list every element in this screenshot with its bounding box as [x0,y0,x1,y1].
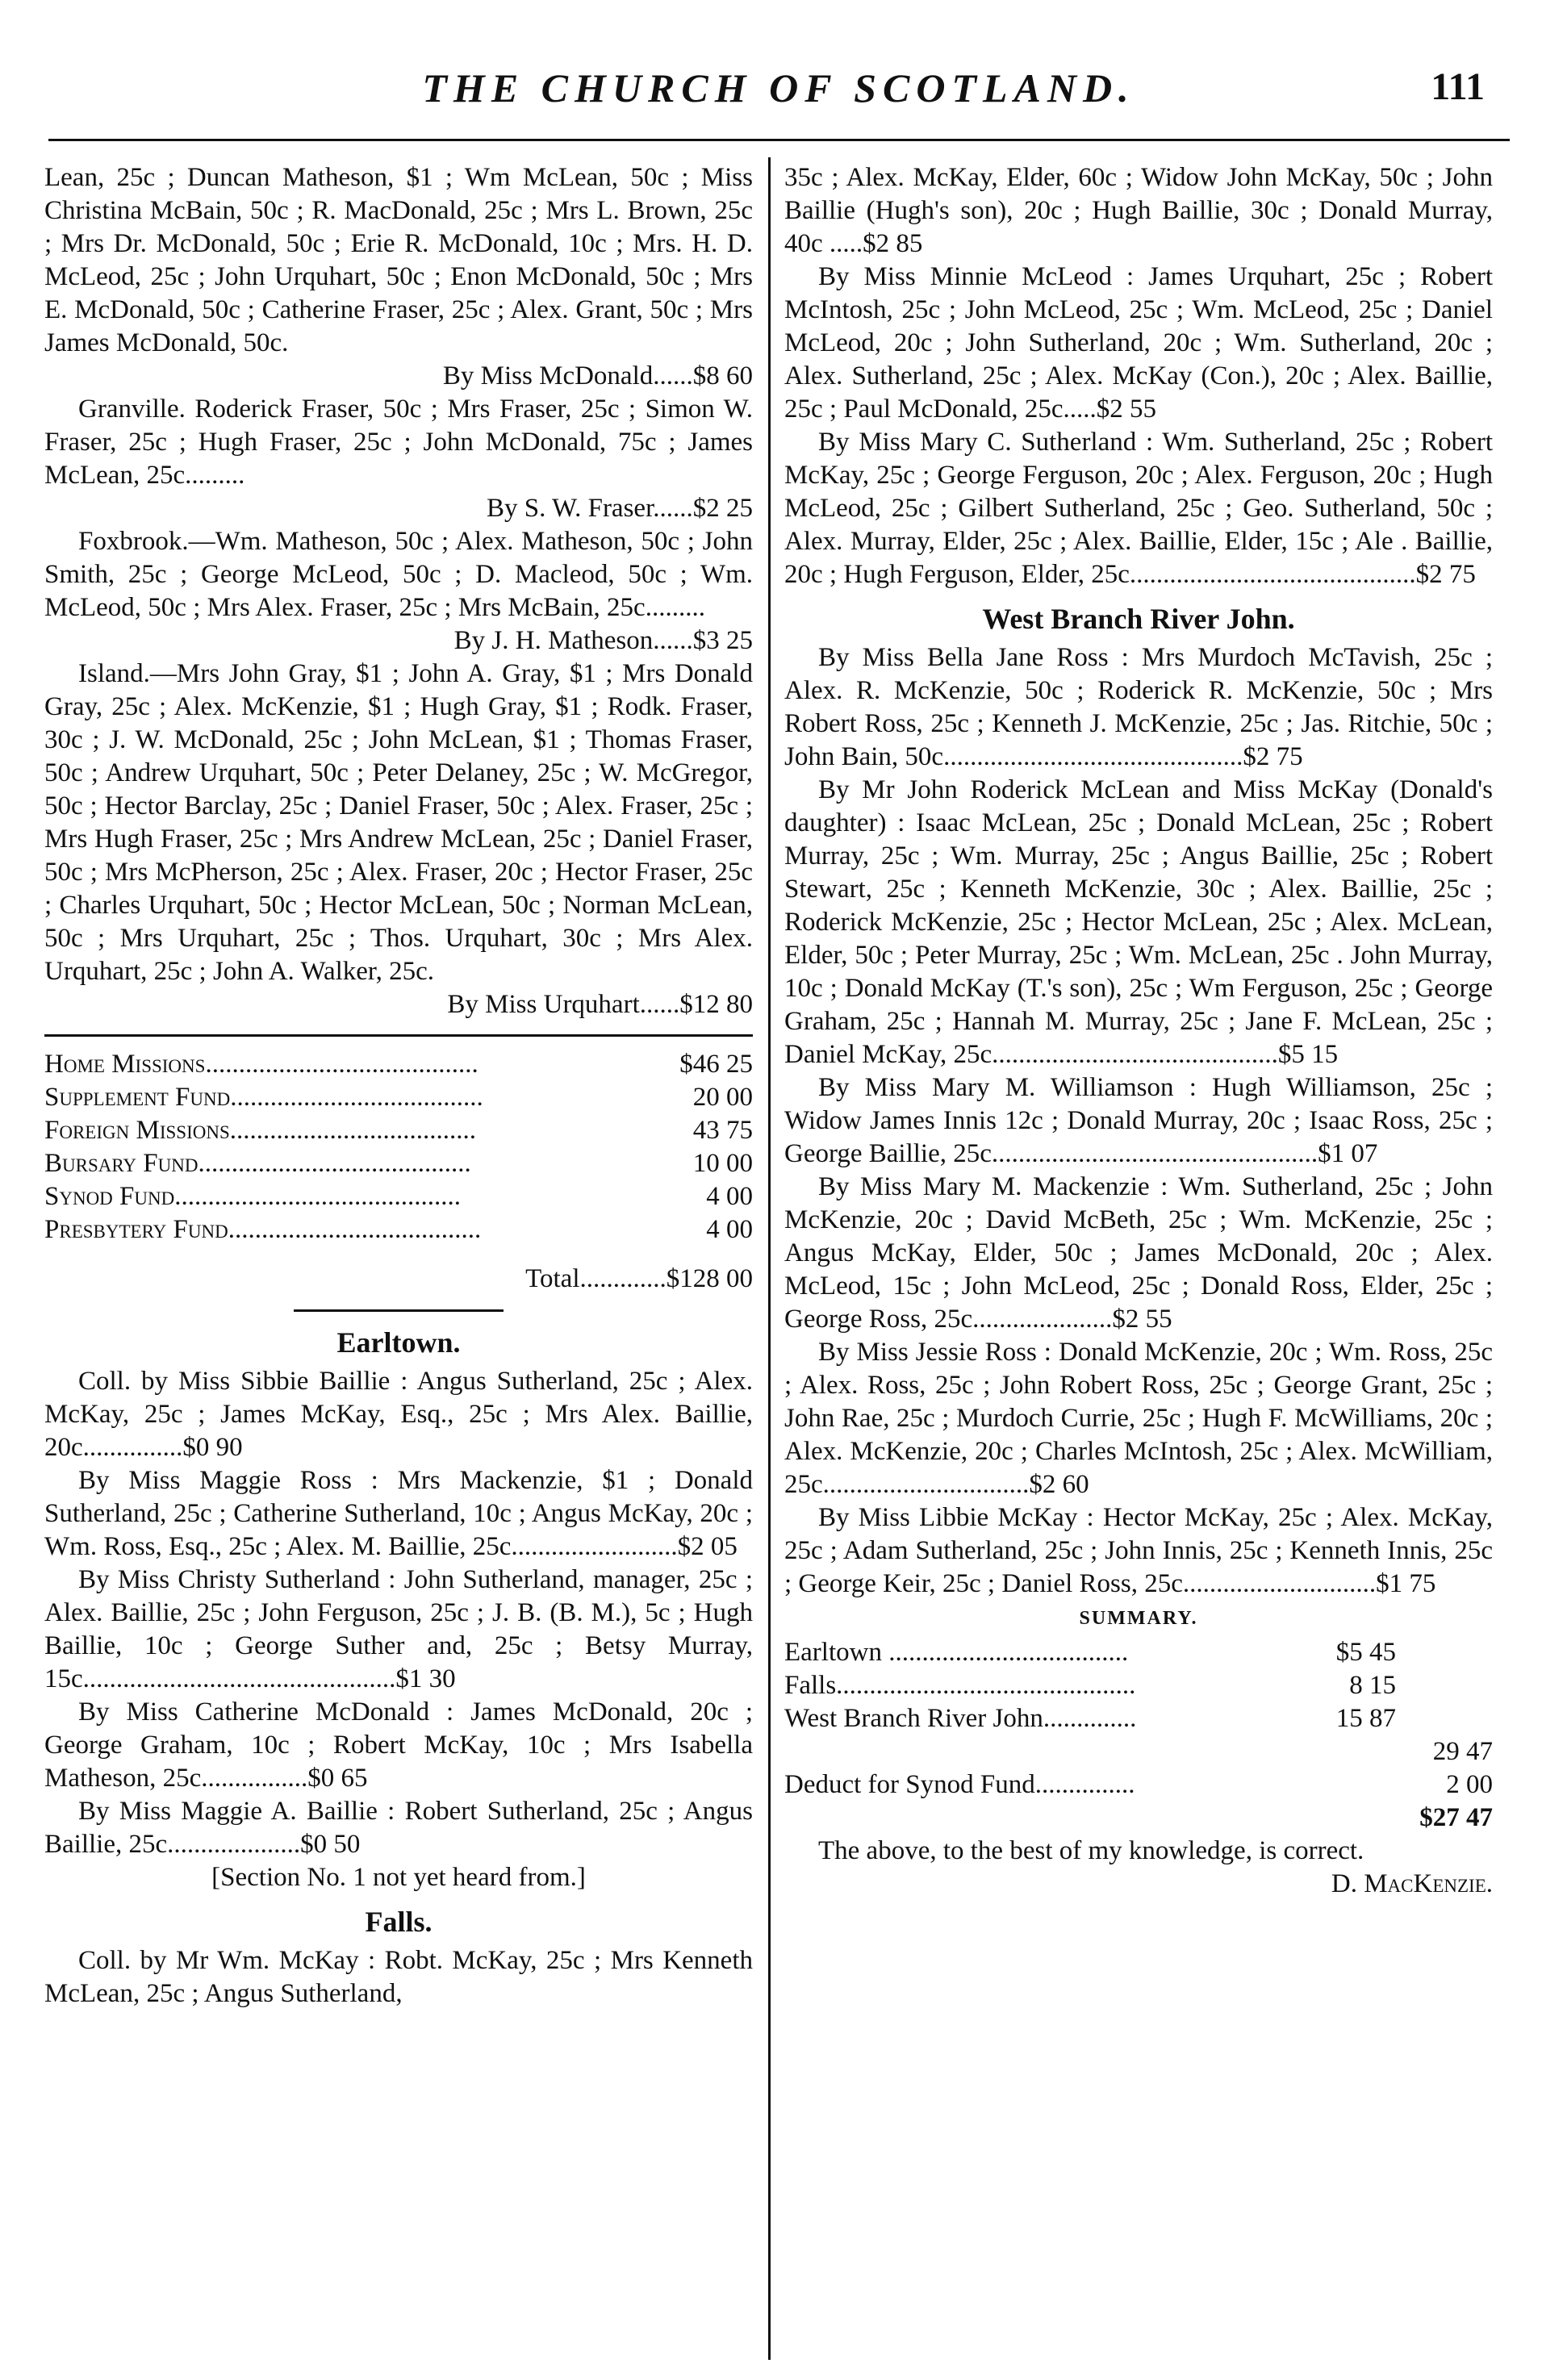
summary-label: Earltown .................................... [784,1638,1129,1667]
collector-line: By Miss Urquhart......$12 80 [447,990,753,1019]
entry-paragraph: By Miss Minnie McLeod : James Urquhart, 25c ; Robert McIntosh, 25c ; John McLeod, 25c ; Wm. McLeod, 25c ; Daniel McLeod, 20c ; John Sutherland, 20c ; Wm. Sutherland, 20c ; Alex. Sutherland, 25c ; Alex. McKay (Con.), 20c ; Alex. Baillie, 25c ; Paul McDonald, 25c.....$2 55 [784,262,1493,424]
left-column [44,161,753,2010]
entry-paragraph: Coll. by Mr Wm. McKay : Robt. McKay, 25c ; Mrs Kenneth McLean, 25c ; Angus Sutherland, [44,1946,753,2008]
section-heading-earltown: Earltown. [336,1326,461,1359]
fund-label: Synod Fund........................................... [44,1182,461,1211]
entry-paragraph: Granville. Roderick Fraser, 50c ; Mrs Fraser, 25c ; Simon W. Fraser, 25c ; Hugh Fraser, 25c ; John McDonald, 75c ; James McLean, 25c......... [44,395,753,490]
fund-label: Presbytery Fund...................................... [44,1215,482,1244]
entry-paragraph: By Miss Mary C. Sutherland : Wm. Sutherland, 25c ; Robert McKay, 25c ; George Ferguson, 20c ; Alex. Ferguson, 20c ; Hugh McLeod, 25c ; Gilbert Sutherland, 25c ; Geo. Sutherland, 50c ; Alex. Murray, Elder, 25c ; Alex. Baillie, Elder, 15c ; Ale . Baillie, 20c ; Hugh Ferguson, Elder, 25c...........................................$2 75 [784,428,1493,589]
entry-paragraph: By Miss Maggie Ross : Mrs Mackenzie, $1 ; Donald Sutherland, 25c ; Catherine Sutherland, 10c ; Angus McKay, 20c ; Wm. Ross, Esq., 25c ; Alex. M. Baillie, 25c.........................$2 05 [44,1466,753,1561]
fund-line [44,1213,753,1246]
signature: D. MacKenzie. [1331,1869,1493,1898]
summary-row [784,1669,1493,1702]
fund-label: Bursary Fund......................................... [44,1149,471,1178]
fund-label: Foreign Missions..................................... [44,1116,476,1145]
entry-paragraph: By Miss Catherine McDonald : James McDonald, 20c ; George Graham, 10c ; Robert McKay, 10c ; Mrs Isabella Matheson, 25c................$0 65 [44,1697,753,1793]
summary-row [784,1735,1493,1768]
page-number: 111 [1431,65,1485,108]
section-note: [Section No. 1 not yet heard from.] [211,1863,586,1892]
entry-paragraph: By Miss Jessie Ross : Donald McKenzie, 20c ; Wm. Ross, 25c ; Alex. Ross, 25c ; John Robert Ross, 25c ; George Grant, 25c ; John Rae, 25c ; Murdoch Currie, 25c ; Hugh F. McWilliams, 20c ; Alex. McKenzie, 20c ; Charles McIntosh, 25c ; Alex. McWilliam, 25c...............................$2 60 [784,1338,1493,1499]
section-rule [44,1034,753,1037]
summary-heading: SUMMARY. [1079,1608,1198,1629]
summary-subtotal: 29 47 [1432,1737,1493,1766]
summary-subtotal [1396,1636,1493,1669]
section-heading-west-branch: West Branch River John. [982,603,1295,635]
summary-row [784,1702,1493,1735]
entry-paragraph: By Miss Bella Jane Ross : Mrs Murdoch McTavish, 25c ; Alex. R. McKenzie, 50c ; Roderick R. McKenzie, 50c ; Mrs Robert Ross, 25c ; Kenneth J. McKenzie, 25c ; Jas. Ritchie, 50c ; John Bain, 50c.............................................$2 75 [784,643,1493,771]
summary-row [784,1636,1493,1669]
summary-subtotal [1396,1669,1493,1702]
summary-row [784,1802,1493,1835]
page-title: THE CHURCH OF SCOTLAND. [422,65,1135,111]
collector-line: By S. W. Fraser......$2 25 [486,494,753,523]
summary-label [784,1735,1259,1768]
summary-row [784,1768,1493,1802]
funds-total: Total.............$128 00 [525,1264,753,1293]
fund-line [44,1081,753,1114]
entry-paragraph: By Mr John Roderick McLean and Miss McKay (Donald's daughter) : Isaac McLean, 25c ; Donald McLean, 25c ; Robert Murray, 25c ; Wm. Murray, 25c ; Angus Baillie, 25c ; Robert Stewart, 25c ; Kenneth McKenzie, 30c ; Alex. Baillie, 25c ; Roderick McKenzie, 25c ; Hector McLean, 25c ; Alex. McLean, Elder, 50c ; Peter Murray, 25c ; Wm. McLean, 25c . John Murray, 10c ; Donald McKay (T.'s son), 25c ; Wm Ferguson, 25c ; George Graham, 25c ; Hannah M. Murray, 25c ; Jane F. McLean, 25c ; Daniel McKay, 25c...........................................$5 15 [784,775,1493,1069]
collector-line: By J. H. Matheson......$3 25 [453,626,753,655]
fund-line [44,1180,753,1213]
summary-value [1259,1735,1396,1768]
fund-line [44,1147,753,1180]
header-rule [48,139,1510,141]
section-heading-falls: Falls. [365,1906,433,1938]
entry-paragraph: Lean, 25c ; Duncan Matheson, $1 ; Wm McLean, 50c ; Miss Christina McBain, 50c ; R. MacDonald, 25c ; Mrs L. Brown, 25c ; Mrs Dr. McDonald, 50c ; Erie R. McDonald, 10c ; Mrs. H. D. McLeod, 25c ; John Urquhart, 50c ; Enon McDonald, 50c ; Mrs E. McDonald, 50c ; Catherine Fraser, 25c ; Alex. Grant, 50c ; Mrs James McDonald, 50c. [44,163,753,357]
summary-label: Falls............................................. [784,1671,1136,1700]
fund-value: $46 25 [679,1050,753,1079]
section-rule [294,1309,504,1312]
summary-subtotal [1396,1702,1493,1735]
summary-value: $5 45 [1335,1638,1396,1667]
summary-grand-total: $27 47 [1419,1803,1493,1832]
fund-value: 43 75 [692,1116,753,1145]
fund-label: Home Missions......................................... [44,1050,478,1079]
fund-line [44,1048,753,1081]
fund-value: 20 00 [692,1083,753,1112]
fund-value: 4 00 [706,1215,753,1244]
entry-paragraph: By Miss Mary M. Mackenzie : Wm. Sutherland, 25c ; John McKenzie, 20c ; David McBeth, 25c ; Wm. McKenzie, 25c ; Angus McKay, Elder, 50c ; James McDonald, 20c ; Alex. McLeod, 15c ; John McLeod, 25c ; Donald Ross, Elder, 25c ; George Ross, 25c.....................$2 55 [784,1172,1493,1334]
summary-subtotal: 2 00 [1446,1770,1493,1799]
fund-line [44,1114,753,1147]
entry-paragraph: By Miss Maggie A. Baillie : Robert Sutherland, 25c ; Angus Baillie, 25c....................$0 50 [44,1797,753,1859]
summary-label [784,1802,1259,1835]
summary-value [1259,1802,1396,1835]
column-divider [768,157,771,2360]
fund-value: 10 00 [692,1149,753,1178]
summary-value [1259,1768,1396,1802]
summary-label: Deduct for Synod Fund............... [784,1770,1135,1799]
summary-value: 8 15 [1349,1671,1396,1700]
entry-paragraph: Foxbrook.—Wm. Matheson, 50c ; Alex. Matheson, 50c ; John Smith, 25c ; George McLeod, 50c ; D. Macleod, 50c ; Wm. McLeod, 50c ; Mrs Alex. Fraser, 25c ; Mrs McBain, 25c......... [44,527,753,622]
fund-value: 4 00 [706,1182,753,1211]
entry-paragraph: Island.—Mrs John Gray, $1 ; John A. Gray, $1 ; Mrs Donald Gray, 25c ; Alex. McKenzie, $1 ; Hugh Gray, $1 ; Rodk. Fraser, 30c ; J. W. McDonald, 25c ; John McLean, $1 ; Thomas Fraser, 50c ; Andrew Urquhart, 50c ; Peter Delaney, 25c ; W. McGregor, 50c ; Hector Barclay, 25c ; Daniel Fraser, 50c ; Alex. Fraser, 25c ; Mrs Hugh Fraser, 25c ; Mrs Andrew McLean, 25c ; Daniel Fraser, 50c ; Mrs McPherson, 25c ; Alex. Fraser, 20c ; Hector Fraser, 25c ; Charles Urquhart, 50c ; Hector McLean, 50c ; Norman McLean, 50c ; Mrs Urquhart, 25c ; Thos. Urquhart, 30c ; Mrs Alex. Urquhart, 25c ; John A. Walker, 25c. [44,659,753,986]
fund-label: Supplement Fund...................................... [44,1083,483,1112]
closing-statement: The above, to the best of my knowledge, is correct. [818,1836,1364,1865]
entry-paragraph: 35c ; Alex. McKay, Elder, 60c ; Widow John McKay, 50c ; John Baillie (Hugh's son), 20c ; Hugh Baillie, 30c ; Donald Murray, 40c .....$2 85 [784,163,1493,258]
summary-value: 15 87 [1335,1704,1396,1733]
summary-table [784,1636,1493,1835]
summary-label: West Branch River John.............. [784,1704,1137,1733]
entry-paragraph: Coll. by Miss Sibbie Baillie : Angus Sutherland, 25c ; Alex. McKay, 25c ; James McKay, Esq., 25c ; Mrs Alex. Baillie, 20c...............$0 90 [44,1367,753,1462]
right-column [784,161,1493,1901]
collector-line: By Miss McDonald......$8 60 [442,361,753,390]
funds-list [44,1048,753,1246]
page-header [73,65,1485,129]
entry-paragraph: By Miss Christy Sutherland : John Sutherland, manager, 25c ; Alex. Baillie, 25c ; John Ferguson, 25c ; J. B. (B. M.), 5c ; Hugh Baillie, 10c ; George Suther and, 25c ; Betsy Murray, 15c...............................................$1 30 [44,1565,753,1693]
entry-paragraph: By Miss Libbie McKay : Hector McKay, 25c ; Alex. McKay, 25c ; Adam Sutherland, 25c ; John Innis, 25c ; Kenneth Innis, 25c ; George Keir, 25c ; Daniel Ross, 25c.............................$1 75 [784,1503,1493,1598]
entry-paragraph: By Miss Mary M. Williamson : Hugh Williamson, 25c ; Widow James Innis 12c ; Donald Murray, 20c ; Isaac Ross, 25c ; George Baillie, 25c.................................................$1 07 [784,1073,1493,1168]
